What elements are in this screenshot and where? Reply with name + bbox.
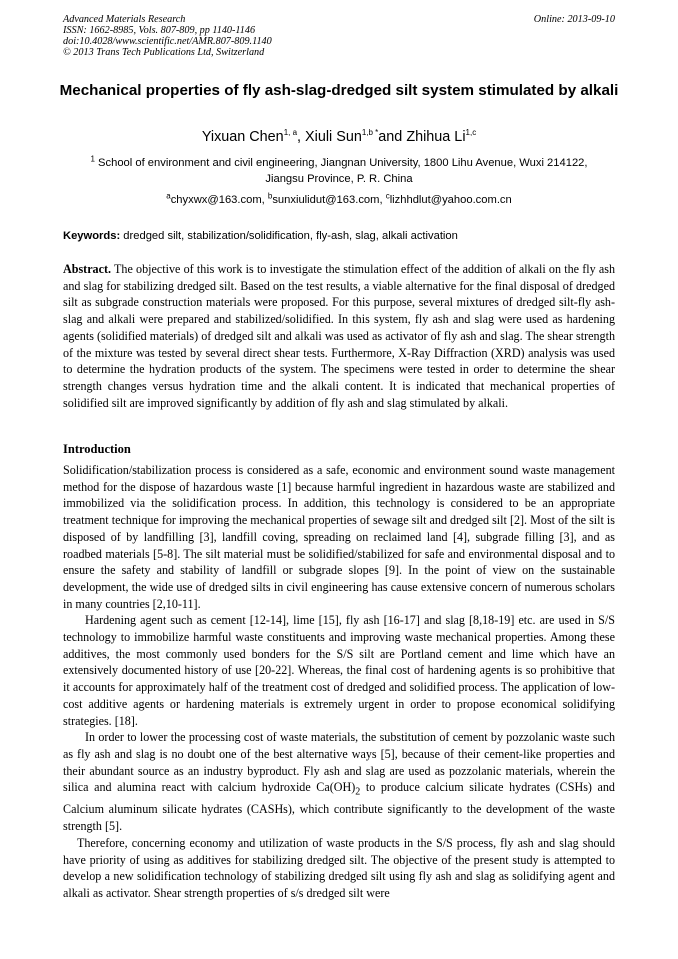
affiliation	[70, 155, 608, 187]
author-name: Zhihua Li	[406, 129, 466, 145]
author-name: Xiuli Sun	[305, 129, 362, 145]
introduction-body	[63, 462, 615, 902]
author-separator: ,	[297, 129, 306, 145]
paragraph-text: In order to lower the processing cost of waste materials, the substitution of cement by pozzolanic waste such as fly ash and slag is no doubt one of the best alternative ways [5], because of their cement-like properties and their abundant source as an industry byproduct. Fly ash and slag are used as pozzolanic materials, wherein the silica and alumina react with calcium hydroxide Ca(OH)	[63, 730, 615, 795]
author-name: Yixuan Chen	[201, 129, 284, 145]
author-separator: and	[378, 129, 407, 145]
email-list	[50, 193, 628, 208]
keywords-label: Keywords:	[63, 230, 121, 242]
email-address[interactable]: chyxwx@163.com,	[170, 194, 268, 206]
email-address[interactable]: sunxiulidut@163.com,	[272, 194, 386, 206]
journal-name: Advanced Materials Research	[63, 14, 186, 25]
introduction-heading: Introduction	[63, 442, 131, 456]
email-mark: a	[166, 191, 171, 201]
keywords-text: dredged silt, stabilization/solidification, fly-ash, slag, alkali activation	[120, 230, 458, 242]
keywords	[63, 229, 615, 244]
paragraph-text: to produce calcium silicate hydrates (CSHs) and Calcium aluminum silicate hydrates (CASHs), which contribute significantly to the development of the waste strength [5].	[63, 780, 615, 834]
abstract-label: Abstract.	[63, 262, 112, 276]
email-mark: c	[385, 191, 390, 201]
affiliation-text: School of environment and civil engineering, Jiangnan University, 1800 Lihu Avenue, Wuxi 214122, Jiangsu Province, P. R. China	[94, 157, 588, 185]
journal-header	[63, 14, 615, 58]
paragraph: Hardening agent such as cement [12-14], lime [15], fly ash [16-17] and slag [8,18-19] etc. are used in S/S technology to immobilize harmful waste constituents and improving waste mechanical properties. Among these additives, the most commonly used bonders for the S/S silt are Portland cement and lime which have an extensively documented history of use [20-22]. Whereas, the final cost of hardening agents is so prohibitive that it accounts for approximately half of the treatment cost of dredged and solidified process. The application of low-cost additive agents or hardening materials is extremely urgent in order to propose economical solidifying strategies. [18].	[63, 613, 615, 728]
abstract	[63, 261, 615, 411]
paragraph	[63, 729, 615, 835]
affiliation-mark: 1	[90, 154, 95, 164]
author-list	[40, 128, 638, 146]
author-affiliation-mark: 1, a	[283, 128, 298, 138]
online-date: Online: 2013-09-10	[533, 14, 615, 25]
doi-line: doi:10.4028/www.scientific.net/AMR.807-809.1140	[63, 36, 272, 47]
paragraph: Solidification/stabilization process is considered as a safe, economic and environment sound waste management method for the dispose of hazardous waste [1] because harmful ingredient in hazardous waste are stabilized and immobilized via the solidification process. In addition, this technology is considered to be an appropriate treatment technique for improving the mechanical properties of sewage silt and dredged silt [2]. Most of the silt is disposed of by landfilling [3], landfill coving, spreading on reclaimed land [4], subgrade filling [3], and as roadbed materials [5-8]. The silt material must be solidified/stabilized for safe and environmental disposal and to ensure the safety and stability of landfill or subgrade slopes [9]. In the point of view on the sustainable development, the wide use of dredged silts in civil engineering has cause extensive concern of numerous scholars in many countries [2,10-11].	[63, 463, 615, 611]
author-affiliation-mark: 1,b *	[361, 128, 379, 138]
copyright-line: © 2013 Trans Tech Publications Ltd, Switzerland	[63, 47, 265, 58]
issn-line: ISSN: 1662-8985, Vols. 807-809, pp 1140-1146	[63, 25, 256, 36]
paragraph: Therefore, concerning economy and utilization of waste products in the S/S process, fly ash and slag should have priority of using as additives for stabilizing dredged silt. The objective of the present study is attempted to develop a new solidification technology of stabilizing dredged silt using fly ash and slag as solidifying agent and alkali as activator. Shear strength properties of s/s dredged silt were	[63, 835, 615, 900]
abstract-text: The objective of this work is to investigate the stimulation effect of the addition of alkali on the fly ash and slag for stabilizing dredged silt. Based on the test results, a viable alternative for the final disposal of dredged silt as subgrade construction materials were proposed. For this purpose, several mixtures of dredged silt-fly ash-slag and alkali were prepared and stabilized/solidified. In this system, fly ash and slag were used as hardening agents (solidified materials) of dredged silt and alkali was used as activator of fly ash and slag. The shear strength of the mixture was tested by several direct shear tests. Furthermore, X-Ray Diffraction (XRD) analysis was used to determine the hydration products of the system. The specimens were tested in order to determine the shear strength changes versus hydration time and the alkali content. It is indicated that mechanical properties of solidified silt are improved significantly by addition of fly ash and slag stimulated by alkali.	[63, 262, 615, 410]
paper-title: Mechanical properties of fly ash-slag-dredged silt system stimulated by alkali	[59, 82, 619, 99]
subscript: 2	[355, 786, 361, 798]
email-mark: b	[267, 191, 273, 201]
email-address[interactable]: lizhhdlut@yahoo.com.cn	[389, 194, 512, 206]
author-affiliation-mark: 1,c	[465, 128, 477, 138]
